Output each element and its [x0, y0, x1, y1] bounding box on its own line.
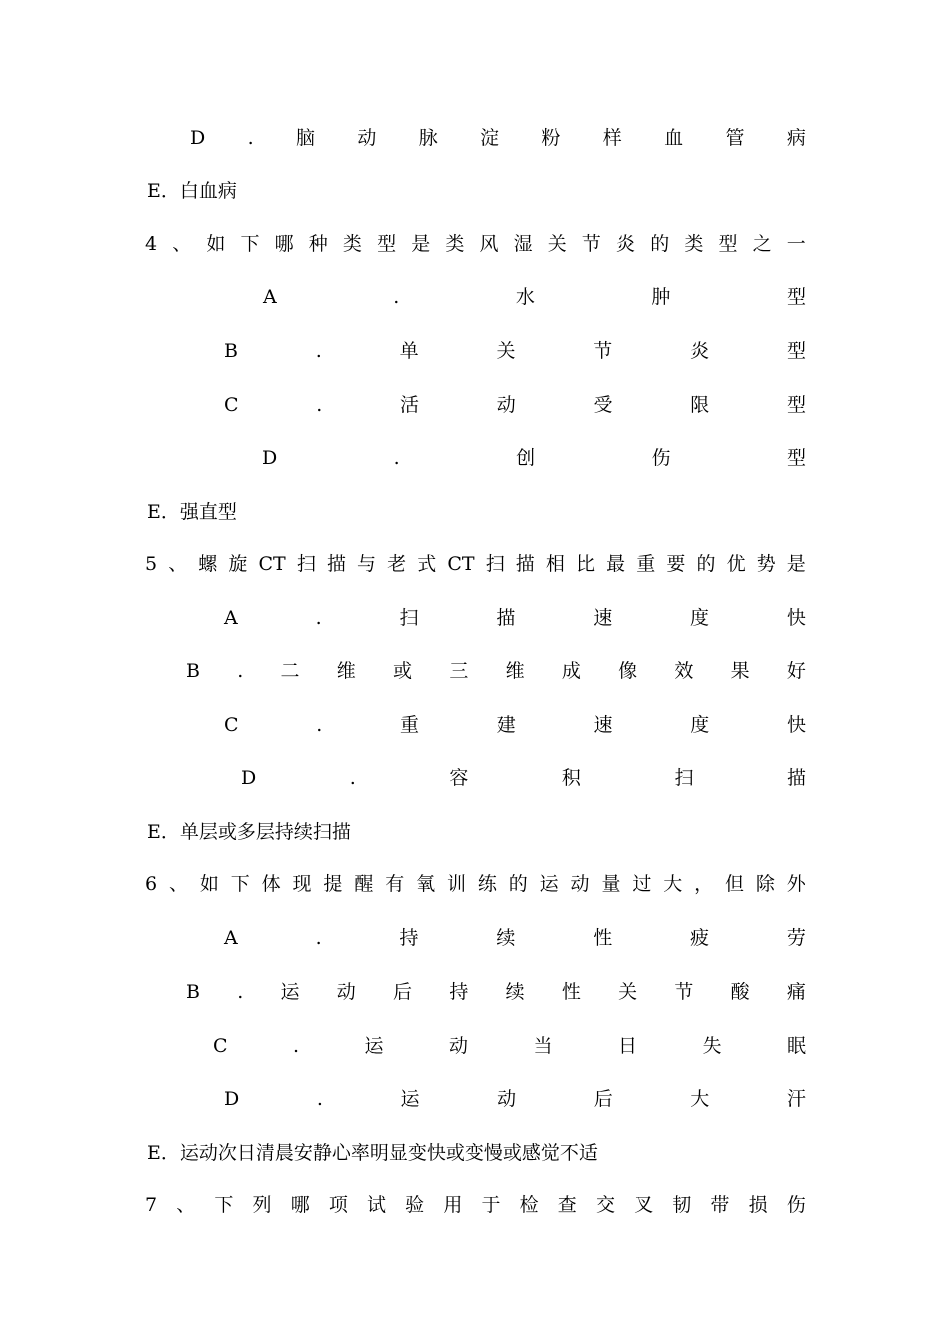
text-token: CT	[447, 553, 475, 575]
text-token: 动	[357, 127, 377, 149]
text-token: 性	[561, 981, 581, 1003]
text-token: 疲	[690, 927, 710, 949]
text-token: B	[186, 981, 200, 1003]
text-token: 创	[516, 447, 536, 469]
text-token: 酸	[730, 981, 750, 1003]
text-token: C	[213, 1035, 228, 1057]
text-token: 后	[393, 981, 413, 1003]
text-token: 粉	[541, 127, 561, 149]
text-token: 种	[308, 233, 328, 255]
text-token: 像	[618, 660, 638, 682]
text-token: 扫	[296, 553, 316, 575]
text-token: 交	[595, 1194, 615, 1216]
text-token: A	[263, 286, 277, 308]
answer-option	[224, 710, 806, 740]
text-token: 的	[508, 873, 528, 895]
text-token: 后	[593, 1088, 613, 1110]
text-token: 现	[292, 873, 312, 895]
text-token: 练	[477, 873, 497, 895]
text-token: 型	[718, 233, 738, 255]
text-token: 下	[214, 1194, 234, 1216]
text-token: 、	[168, 873, 188, 895]
text-token: ，	[694, 873, 714, 895]
answer-option	[263, 282, 806, 312]
answer-option	[147, 1138, 598, 1168]
text-token: C	[224, 714, 239, 736]
text-token: 快	[786, 607, 806, 629]
text-token: 型	[786, 394, 806, 416]
text-token: C	[224, 394, 239, 416]
text-token: 如	[206, 233, 226, 255]
answer-option	[224, 603, 806, 633]
text-token: 哪	[274, 233, 294, 255]
text-token: 汗	[786, 1088, 806, 1110]
answer-option	[186, 977, 806, 1007]
text-token: .	[315, 340, 322, 362]
answer-option	[262, 443, 806, 473]
text-token: 关	[547, 233, 567, 255]
option-text: E．白血病	[147, 180, 237, 202]
text-token: .	[237, 981, 244, 1003]
text-token: 维	[336, 660, 356, 682]
text-token: .	[293, 1035, 300, 1057]
text-token: 动	[497, 1088, 517, 1110]
text-token: 如	[199, 873, 219, 895]
answer-option	[224, 390, 806, 420]
text-token: 日	[617, 1035, 637, 1057]
text-token: 4	[145, 233, 158, 255]
text-token: 、	[172, 233, 192, 255]
text-token: 痛	[786, 981, 806, 1003]
text-token: 扫	[399, 607, 419, 629]
text-token: 哪	[290, 1194, 310, 1216]
text-token: D	[241, 767, 257, 789]
text-token: 于	[481, 1194, 501, 1216]
answer-option	[147, 497, 237, 527]
text-token: 节	[593, 340, 613, 362]
text-token: 类	[342, 233, 362, 255]
text-token: 式	[417, 553, 437, 575]
text-token: 试	[367, 1194, 387, 1216]
text-token: 受	[593, 394, 613, 416]
text-token: 运	[280, 981, 300, 1003]
text-token: 相	[545, 553, 565, 575]
text-token: 要	[666, 553, 686, 575]
text-token: 脉	[418, 127, 438, 149]
text-token: 重	[636, 553, 656, 575]
text-token: 是	[786, 553, 806, 575]
text-token: 验	[405, 1194, 425, 1216]
answer-option	[186, 656, 806, 686]
text-token: 用	[443, 1194, 463, 1216]
text-token: 与	[357, 553, 377, 575]
text-token: 过	[632, 873, 652, 895]
text-token: 动	[570, 873, 590, 895]
text-token: 关	[618, 981, 638, 1003]
text-token: 体	[261, 873, 281, 895]
text-token: A	[224, 607, 238, 629]
text-token: 重	[400, 714, 420, 736]
text-token: 病	[786, 127, 806, 149]
text-token: 最	[606, 553, 626, 575]
text-token: 大	[663, 873, 683, 895]
answer-option	[224, 336, 806, 366]
text-token: 的	[696, 553, 716, 575]
text-token: CT	[258, 553, 286, 575]
text-token: 查	[557, 1194, 577, 1216]
text-token: 湿	[513, 233, 533, 255]
text-token: 扫	[485, 553, 505, 575]
text-token: 度	[690, 714, 710, 736]
answer-option	[224, 923, 806, 953]
text-token: D	[224, 1088, 240, 1110]
text-token: 建	[496, 714, 516, 736]
answer-option	[190, 123, 806, 153]
text-token: 的	[650, 233, 670, 255]
text-token: 下	[240, 233, 260, 255]
text-token: 活	[400, 394, 420, 416]
text-token: 二	[280, 660, 300, 682]
text-token: 度	[690, 607, 710, 629]
question-stem	[145, 1190, 806, 1220]
question-stem	[145, 549, 806, 579]
text-token: 醒	[354, 873, 374, 895]
text-token: 炎	[616, 233, 636, 255]
text-token: 或	[393, 660, 413, 682]
text-token: .	[315, 607, 322, 629]
text-token: 当	[533, 1035, 553, 1057]
text-token: 动	[496, 394, 516, 416]
option-text: E．运动次日清晨安静心率明显变快或变慢或感觉不适	[147, 1142, 598, 1164]
text-token: 限	[690, 394, 710, 416]
text-token: 但	[725, 873, 745, 895]
text-token: 韧	[672, 1194, 692, 1216]
text-token: 老	[387, 553, 407, 575]
text-token: 7	[145, 1194, 158, 1216]
text-token: 带	[710, 1194, 730, 1216]
question-stem	[145, 229, 806, 259]
text-token: 量	[601, 873, 621, 895]
text-token: 肿	[651, 286, 671, 308]
text-token: .	[247, 127, 254, 149]
text-token: 5	[145, 553, 158, 575]
text-token: 提	[323, 873, 343, 895]
text-token: 劳	[786, 927, 806, 949]
text-token: 持	[399, 927, 419, 949]
text-token: 型	[377, 233, 397, 255]
answer-option	[147, 176, 237, 206]
text-token: 动	[449, 1035, 469, 1057]
text-token: 除	[755, 873, 775, 895]
text-token: 容	[449, 767, 469, 789]
text-token: 果	[730, 660, 750, 682]
text-token: 动	[336, 981, 356, 1003]
question-stem	[145, 869, 806, 899]
text-token: 脑	[295, 127, 315, 149]
text-token: 描	[786, 767, 806, 789]
text-token: 伤	[786, 1194, 806, 1216]
text-token: 损	[748, 1194, 768, 1216]
text-token: 氧	[416, 873, 436, 895]
text-token: 单	[399, 340, 419, 362]
text-token: 之	[752, 233, 772, 255]
text-token: B	[186, 660, 200, 682]
text-token: 外	[786, 873, 806, 895]
answer-option	[147, 817, 351, 847]
text-token: 性	[593, 927, 613, 949]
text-token: 样	[602, 127, 622, 149]
text-token: 三	[449, 660, 469, 682]
answer-option	[241, 763, 806, 793]
text-token: 、	[168, 553, 188, 575]
text-token: .	[316, 394, 323, 416]
text-token: .	[393, 286, 400, 308]
option-text: E．强直型	[147, 501, 237, 523]
text-token: 运	[364, 1035, 384, 1057]
text-token: 好	[786, 660, 806, 682]
text-token: 列	[252, 1194, 272, 1216]
text-token: 6	[145, 873, 158, 895]
text-token: 有	[385, 873, 405, 895]
text-token: 一	[786, 233, 806, 255]
text-token: B	[224, 340, 238, 362]
text-token: .	[349, 767, 356, 789]
text-token: 关	[496, 340, 516, 362]
text-token: 优	[726, 553, 746, 575]
text-token: 旋	[228, 553, 248, 575]
text-token: 型	[786, 340, 806, 362]
answer-option	[224, 1084, 806, 1114]
text-token: 描	[326, 553, 346, 575]
text-token: 快	[786, 714, 806, 736]
text-token: 大	[690, 1088, 710, 1110]
text-token: 续	[505, 981, 525, 1003]
text-token: 眠	[786, 1035, 806, 1057]
text-token: 描	[496, 607, 516, 629]
text-token: 速	[593, 714, 613, 736]
text-token: 运	[539, 873, 559, 895]
text-token: 训	[446, 873, 466, 895]
text-token: .	[237, 660, 244, 682]
text-token: 比	[576, 553, 596, 575]
text-token: 管	[725, 127, 745, 149]
text-token: 节	[674, 981, 694, 1003]
text-token: 持	[449, 981, 469, 1003]
text-token: 效	[674, 660, 694, 682]
answer-option	[213, 1031, 806, 1061]
text-token: 运	[400, 1088, 420, 1110]
text-token: .	[316, 1088, 323, 1110]
text-token: 节	[581, 233, 601, 255]
text-token: 描	[515, 553, 535, 575]
option-text: E．单层或多层持续扫描	[147, 821, 351, 843]
text-token: .	[316, 714, 323, 736]
text-token: 叉	[634, 1194, 654, 1216]
text-token: 、	[176, 1194, 196, 1216]
text-token: 血	[664, 127, 684, 149]
text-token: 淀	[480, 127, 500, 149]
text-token: 炎	[690, 340, 710, 362]
text-token: 型	[786, 447, 806, 469]
text-token: 项	[328, 1194, 348, 1216]
text-token: 积	[561, 767, 581, 789]
text-token: D	[190, 127, 206, 149]
text-token: 扫	[674, 767, 694, 789]
text-token: A	[224, 927, 238, 949]
text-token: 维	[505, 660, 525, 682]
text-token: 下	[230, 873, 250, 895]
text-token: 水	[515, 286, 535, 308]
text-token: 风	[479, 233, 499, 255]
text-token: 是	[411, 233, 431, 255]
text-token: 螺	[198, 553, 218, 575]
text-token: 型	[786, 286, 806, 308]
text-token: 类	[445, 233, 465, 255]
text-token: 检	[519, 1194, 539, 1216]
text-token: 伤	[651, 447, 671, 469]
text-token: 类	[684, 233, 704, 255]
text-token: 速	[593, 607, 613, 629]
text-token: 成	[561, 660, 581, 682]
text-token: .	[393, 447, 400, 469]
text-token: 失	[702, 1035, 722, 1057]
text-token: .	[315, 927, 322, 949]
text-token: 势	[756, 553, 776, 575]
text-token: 续	[496, 927, 516, 949]
text-token: D	[262, 447, 278, 469]
